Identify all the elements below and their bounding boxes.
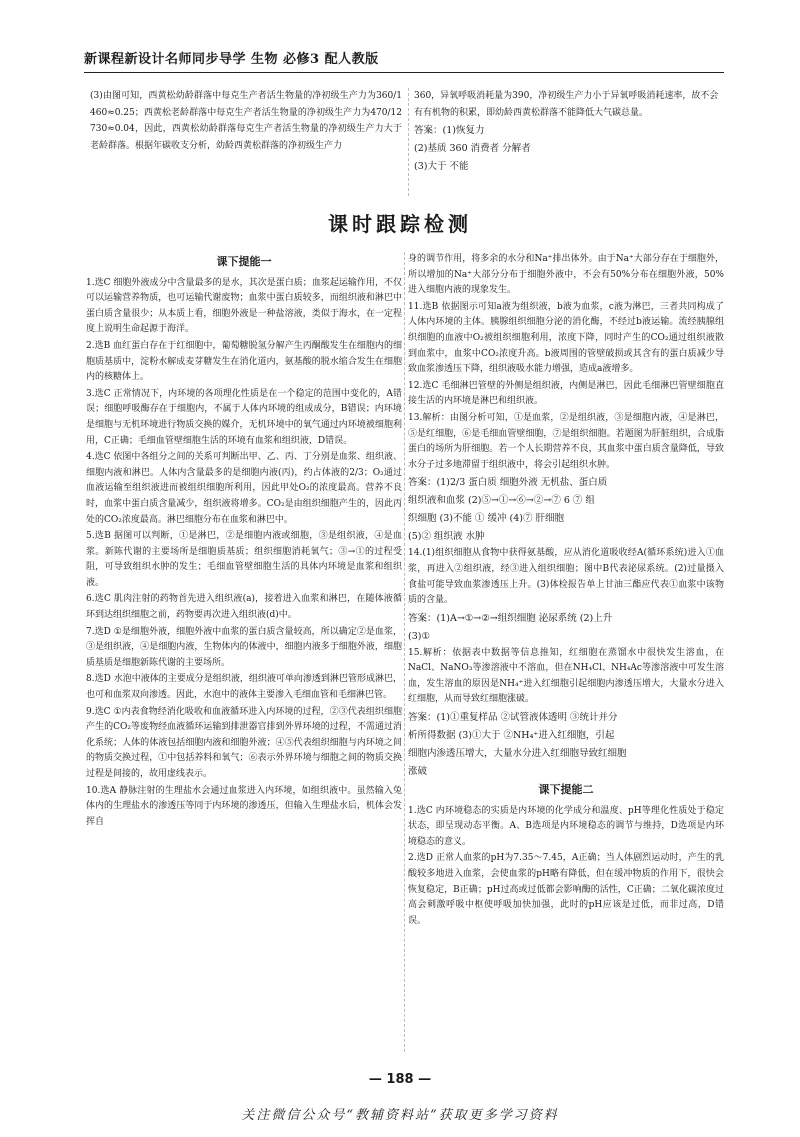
header-rule — [84, 72, 724, 73]
answer-item: 10.选A 静脉注射的生理盐水会通过血浆进入内环境，如组织液中。虽然输入兔体内的生理盐水的渗透压等同于内环境的渗透压，但输入生理盐水后，机体会发挥自 — [86, 785, 402, 827]
answer-item: 13.解析：由图分析可知，①是血浆，②是组织液，③是细胞内液，④是淋巴，⑤是红细胞，⑥是毛细血管壁细胞，⑦是组织细胞。若题图为肝脏组织，合成脂蛋白的场所为肝细胞。若一个人长期营养不良，其血浆中蛋白质含量降低，导致水分子过多地滞留于组织液中，将会引起组织水肿。 — [408, 412, 724, 470]
answer-item: 1.选C 细胞外液成分中含量最多的是水，其次是蛋白质；血浆起运输作用，不仅可以运输营养物质，也可运输代谢废物；血浆中蛋白质较多，而组织液和淋巴中蛋白质含量很少；从本质上看，细胞外液是一种盐溶液，类似于海水，在一定程度上说明生命起源于海洋。 — [86, 277, 402, 335]
answer-line: 涨破 — [408, 766, 428, 778]
answer-item: 7.选D ①是细胞外液，细胞外液中血浆的蛋白质含量较高，所以确定②是血浆，③是组织液，④是细胞内液，生物体内的体液中，细胞内液多于细胞外液，细胞质基质是细胞新陈代谢的主要场所。 — [86, 626, 402, 668]
subheading-2: 课下提能二 — [538, 783, 594, 797]
answer-item: 3.选C 正常情况下，内环境的各项理化性质是在一个稳定的范围中变化的，A错误；细胞呼吸酶存在于细胞内，不属于人体内环境的组成成分，B错误；内环境是细胞与无机环境进行物质交换的媒介，无机环境中的氧气通过内环境被细胞利用，C正确；毛细血管壁细胞生活的环境有血浆和组织液，D错误。 — [86, 388, 402, 446]
answer-line: 答案：(1)2/3 蛋白质 细胞外液 无机盐、蛋白质 — [408, 477, 608, 489]
book-header: 新课程新设计名师同步导学 生物 必修3 配人教版 — [84, 52, 379, 67]
answer-item: 15.解析：依据表中数据等信息推知，红细胞在蒸馏水中很快发生溶血，在NaCl、NaNO₃等渗溶液中不溶血，但在NH₄Cl、NH₄Ac等渗溶液中可发生溶血，发生溶血的原因是NH₄⁺进入红细胞引起细胞内渗透压增大，大量水分进入红细胞，从而导致红细胞涨破。 — [408, 647, 724, 705]
page-number: — 188 — — [368, 1072, 432, 1087]
answer-item: 8.选D 水泡中液体的主要成分是组织液，组织液可单向渗透到淋巴管形成淋巴，也可和血浆双向渗透。因此，水泡中的液体主要渗入毛细血管和毛细淋巴管。 — [86, 674, 402, 701]
answer-line: 细胞内渗透压增大，大量水分进入红细胞导致红细胞 — [408, 748, 627, 760]
top-right-block — [414, 88, 724, 176]
section-title: 课时跟踪检测 — [328, 212, 472, 236]
answer-item: 11.选B 依据图示可知a液为组织液，b液为血浆，c液为淋巴，三者共同构成了人体内环境的主体。胰腺组织细胞分泌的消化酶，不经过b液运输。流经胰腺组织细胞的血液中O₂被组织细胞利用，浓度下降，同时产生的CO₂通过组织液散到血浆中，血浆中CO₂浓度升高。b液周围的管壁破损或其含有的蛋白质减少导致血浆渗透压下降，组织液吸水能力增强，造成a液增多。 — [408, 301, 724, 375]
top-left-paragraph: (3)由图可知，西黄松幼龄群落中每克生产者活生物量的净初级生产力为360/1 460≈0.25；西黄松老龄群落中每克生产者活生物量的净初级生产力为470/12 730≈0.04，因此，西黄松幼龄群落每克生产者活生物量的净初级生产力大于老龄群落。根据年碳收支分析，幼龄西黄松群落的净初级生产力 — [90, 91, 402, 151]
answer-item: 12.选C 毛细淋巴管壁的外侧是组织液，内侧是淋巴，因此毛细淋巴管壁细胞直接生活的内环境是淋巴和组织液。 — [408, 380, 724, 407]
answer-item: 2.选B 血红蛋白存在于红细胞中，葡萄糖脱氢分解产生丙酮酸发生在细胞内的细胞质基质中，淀粉水解成麦芽糖发生在消化道内，氨基酸的脱水缩合发生在细胞内的核糖体上。 — [86, 340, 402, 383]
answer-line: (5)② 组织液 水肿 — [408, 531, 485, 543]
answer-item: 6.选C 肌肉注射的药物首先进入组织液(a)，接着进入血浆和淋巴，在随体液循环到达组织细胞之前，药物要再次进入组织液(d)中。 — [86, 594, 402, 621]
answer-item: 14.(1)组织细胞从食物中获得氨基酸，应从消化道吸收经A(循环系统)进入①血浆，再进入②组织液，经③进入组织细胞；图中B代表泌尿系统。(2)过量摄入食盐可能导致血浆渗透压上升。(3)体检报告单上甘油三酯应代表①血浆中该物质的含量。 — [408, 548, 724, 606]
footer-note: 关注微信公众号“教辅资料站”获取更多学习资料 — [241, 1108, 559, 1123]
answer-line: 答案：(1)A→①→②→组织细胞 泌尿系统 (2)上升 — [408, 612, 613, 624]
top-column-divider — [408, 88, 409, 196]
answer-line: 组织液和血浆 (2)⑤→①→⑥→②→⑦ 6 ⑦ 组 — [408, 495, 595, 507]
answer-line: 析所得数据 (3)①大于 ②NH₄⁺进入红细胞，引起 — [408, 730, 615, 742]
left-column — [86, 252, 402, 831]
answer-item: 9.选C ①内表食物经消化吸收和血液循环进入内环境的过程，②③代表组织细胞产生的CO₂等废物经血液循环运输到排泄器官排到外界环境的过程，不需通过消化系统；人体的体液包括细胞内液和细胞外液；④⑤代表组织细胞与内环境之间的物质交换过程，①中包括养料和氧气；⑥表示外界环境与细胞之间的物质交换过程是间接的，故用虚线表示。 — [86, 706, 402, 779]
top-answer-2: (2)基质 360 消费者 分解者 — [414, 143, 531, 154]
answer-item: 身的调节作用，将多余的水分和Na⁺排出体外。由于Na⁺大部分存在于细胞外，所以增加的Na⁺大部分分布于细胞外液中，不会有50%分布在细胞外液，50%进入细胞内液的现象发生。 — [408, 254, 724, 296]
subheading-1: 课下提能一 — [216, 255, 272, 268]
top-answer-1: 答案：(1)恢复力 — [414, 125, 485, 136]
top-answer-3: (3)大于 不能 — [414, 161, 469, 172]
right-column — [408, 252, 724, 930]
answer-line: 答案：(1)①重复样品 ②试管液体透明 ③统计并分 — [408, 712, 618, 724]
answer-item: 4.选C 依图中各组分之间的关系可判断出甲、乙、丙、丁分别是血浆、组织液、细胞内液和淋巴。人体内含量最多的是细胞内液(丙)，约占体液的2/3；O₂通过血液运输至组织液进而被组织细胞所利用，因此甲处O₂的浓度最高。营养不良时，血浆中蛋白质含量减少，组织液将增多。CO₂是由组织细胞产生的，因此丙处的CO₂浓度最高。淋巴细胞分布在血浆和淋巴中。 — [86, 452, 402, 525]
answer-item: 1.选C 内环境稳态的实质是内环境的化学成分和温度、pH等理化性质处于稳定状态，即呈现动态平衡。A、B选项是内环境稳态的调节与维持，D选项是内环境稳态的意义。 — [408, 805, 724, 847]
top-right-paragraph: 360，异氧呼吸消耗量为390，净初级生产力小于异氧呼吸消耗速率，故不会有有机物的积累，即幼龄西黄松群落不能降低大气碳总量。 — [414, 91, 719, 118]
answer-line: 织细胞 (3)不能 ① 缓冲 (4)⑦ 肝细胞 — [408, 513, 565, 525]
column-divider — [404, 252, 405, 1052]
answer-item: 5.选B 据图可以判断，①是淋巴，②是细胞内液或细胞，③是组织液，④是血浆。新陈代谢的主要场所是细胞质基质；组织细胞消耗氧气；③→①的过程受阻，可导致组织水肿的发生；毛细血管壁细胞生活的具体内环境是血浆和组织液。 — [86, 531, 402, 588]
answer-item: 2.选D 正常人血浆的pH为7.35～7.45，A正确；当人体剧烈运动时，产生的乳酸较多地进入血浆，会使血浆的pH略有降低，但在缓冲物质的作用下，很快会恢复稳定，B正确；pH过高或过低都会影响酶的活性，C正确；二氧化碳浓度过高会刺激呼吸中枢使呼吸加快加强，此时的pH应该是过低，而非过高，D错误。 — [408, 853, 724, 926]
answer-line: (3)① — [408, 630, 430, 642]
